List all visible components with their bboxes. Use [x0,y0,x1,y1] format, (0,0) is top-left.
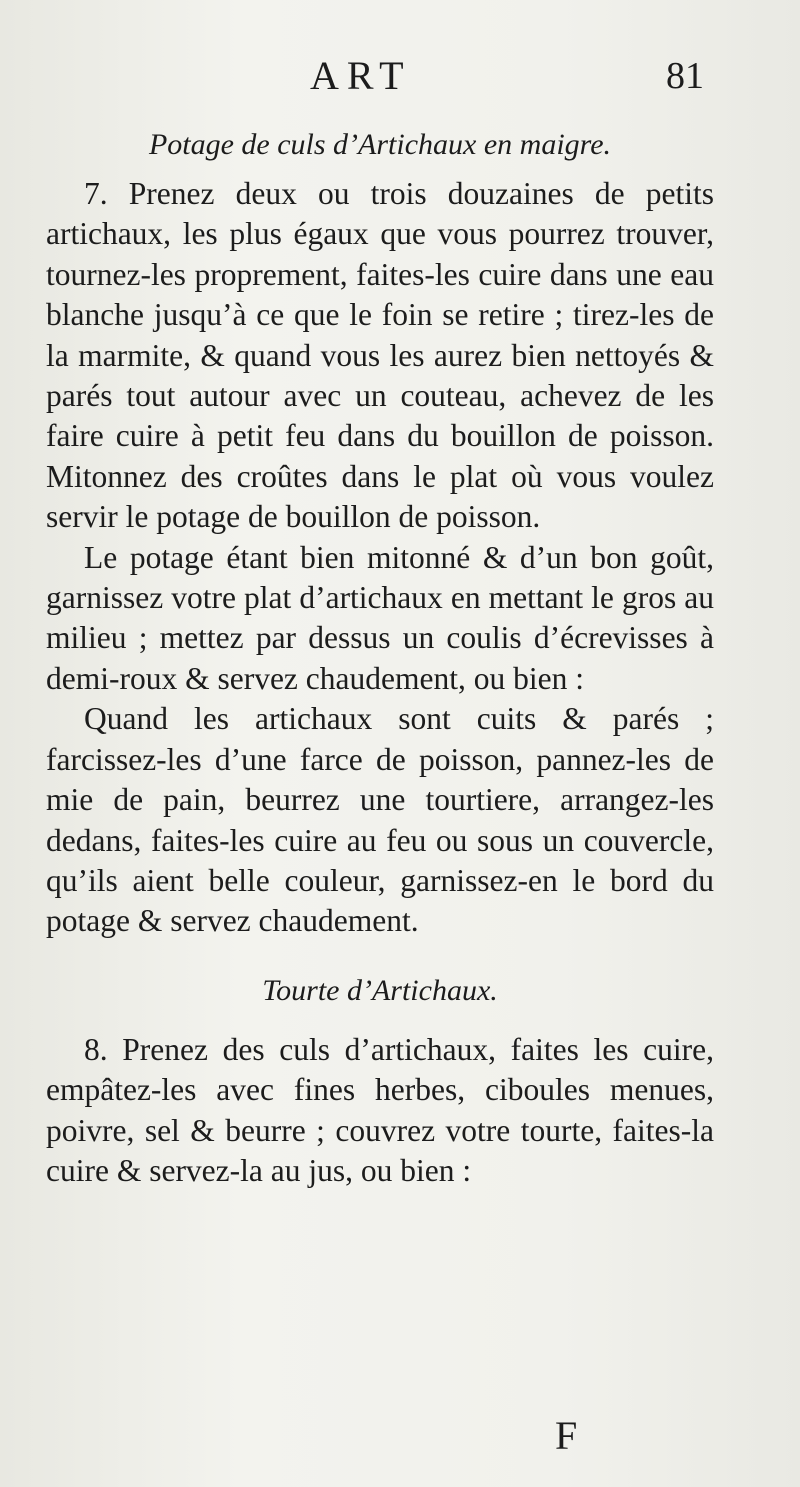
recipe-paragraph-7: 7. Prenez deux ou trois douzaines de petits artichaux, les plus égaux que vous pourrez trouver, tournez-les proprement, faites-les cuire dans une eau blanche jusqu’à ce que le foin se retire ; tirez-les de la marmite, & quand vous les aurez bien nettoyés & parés tout autour avec un couteau, achevez de les faire cuire à petit feu dans du bouillon de poisson. Mitonnez des croûtes dans le plat où vous voulez servir le potage de bouillon de poisson. [46,176,714,535]
paragraph-alternative: Quand les artichaux sont cuits & parés ; farcissez-les d’une farce de poisson, pannez-les de mie de pain, beurrez une tourtiere, arrangez-les dedans, faites-les cuire au feu ou sous un couvercle, qu’ils aient belle couleur, garnissez-en le bord du potage & servez chaudement. [46,701,714,939]
signature-mark: F [555,1413,578,1458]
page-body [46,118,714,1191]
page-header [0,52,800,102]
page-number: 81 [666,55,704,97]
section-title-potage: Potage de culs d’Artichaux en maigre. [148,128,612,161]
recipe-paragraph-8: 8. Prenez des culs d’artichaux, faites les cuire, empâtez-les avec fines herbes, ciboules menues, poivre, sel & beurre ; couvrez votre tourte, faites-la cuire & servez-la au jus, ou bien : [46,1031,714,1188]
running-head: ART [310,53,412,98]
section-title-tourte: Tourte d’Artichaux. [262,973,498,1007]
paragraph-garnish: Le potage étant bien mitonné & d’un bon goût, garnissez votre plat d’artichaux en mettant le gros au milieu ; mettez par dessus un coulis d’écrevisses à demi-roux & servez chaudement, ou bien : [46,539,714,696]
